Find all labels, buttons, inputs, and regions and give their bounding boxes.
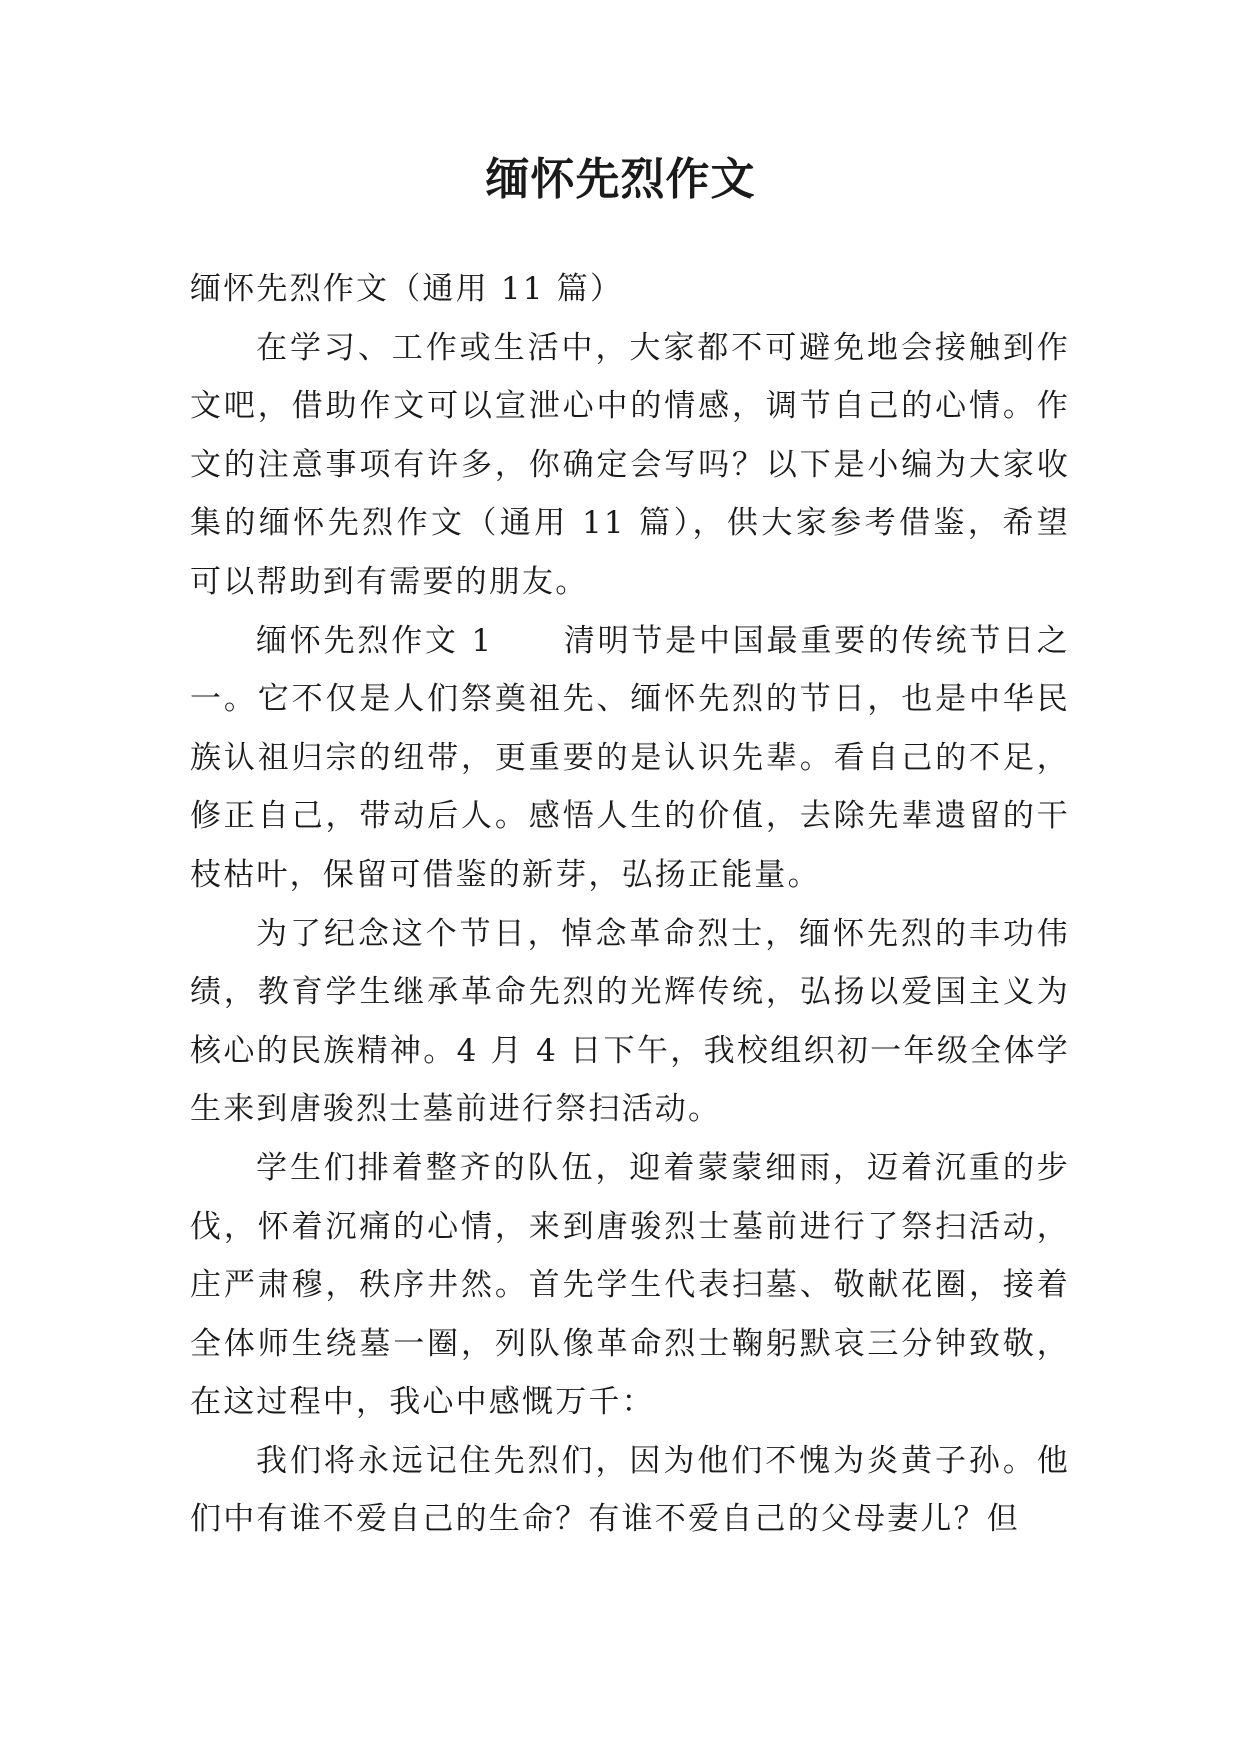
body-paragraph: 为了纪念这个节日，悼念革命烈士，缅怀先烈的丰功伟绩，教育学生继承革命先烈的光辉传统，弘扬以爱国主义为核心的民族精神。4 月 4 日下午，我校组织初一年级全体学生来到唐骏烈士墓前进行祭扫活动。 [190, 915, 1070, 1128]
document-title: 缅怀先烈作文 [485, 154, 756, 205]
body-paragraph: 我们将永远记住先烈们，因为他们不愧为炎黄子孙。他们中有谁不爱自己的生命？有谁不爱自己的父母妻儿？但 [190, 1442, 1070, 1538]
section-1-text: 清明节是中国最重要的传统节日之一。它不仅是人们祭奠祖先、缅怀先烈的节日，也是中华民族认祖归宗的纽带，更重要的是认识先辈。看自己的不足，修正自己，带动后人。感悟人生的价值，去除先辈遗留的干枝枯叶，保留可借鉴的新芽，弘扬正能量。 [190, 622, 1070, 893]
section-1-heading: 缅怀先烈作文 1 [256, 622, 494, 659]
document-body [190, 260, 1070, 1549]
document-subtitle: 缅怀先烈作文（通用 11 篇） [190, 271, 624, 307]
intro-paragraph: 在学习、工作或生活中，大家都不可避免地会接触到作文吧，借助作文可以宣泄心中的情感，调节自己的心情。作文的注意事项有许多，你确定会写吗？以下是小编为大家收集的缅怀先烈作文（通用 11 篇），供大家参考借鉴，希望可以帮助到有需要的朋友。 [190, 329, 1070, 600]
section-1-paragraph [190, 612, 1070, 905]
body-paragraph: 学生们排着整齐的队伍，迎着蒙蒙细雨，迈着沉重的步伐，怀着沉痛的心情，来到唐骏烈士墓前进行了祭扫活动，庄严肃穆，秩序井然。首先学生代表扫墓、敬献花圈，接着全体师生绕墓一圈，列队像革命烈士鞠躬默哀三分钟致敬，在这过程中，我心中感慨万千： [190, 1149, 1070, 1421]
